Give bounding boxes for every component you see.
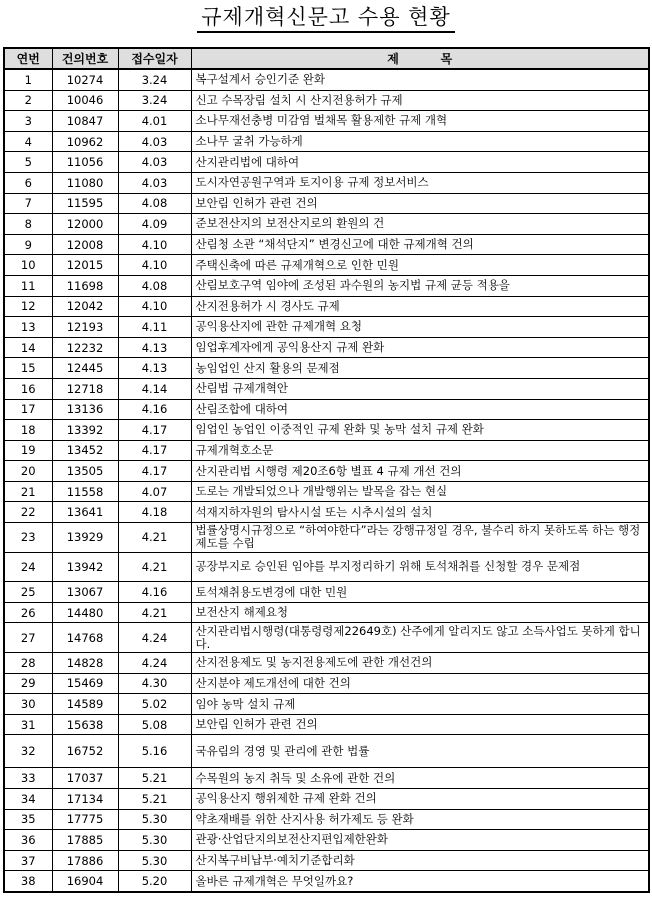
acceptance-table bbox=[3, 47, 650, 893]
cell-id: 12015 bbox=[52, 255, 118, 276]
cell-date: 4.10 bbox=[118, 296, 191, 317]
cell-id: 17886 bbox=[52, 850, 118, 871]
table-row bbox=[4, 850, 649, 871]
table-row bbox=[4, 871, 649, 892]
cell-no: 21 bbox=[4, 481, 52, 502]
table-row bbox=[4, 420, 649, 441]
cell-subject: 도로는 개발되었으나 개발행위는 발목을 잡는 현실 bbox=[191, 481, 649, 502]
cell-id: 12718 bbox=[52, 378, 118, 399]
cell-subject: 임업후계자에게 공익용산지 규제 완화 bbox=[191, 337, 649, 358]
cell-id: 12445 bbox=[52, 358, 118, 379]
cell-subject: 보안림 인허가 관련 건의 bbox=[191, 193, 649, 214]
cell-subject: 산지관리법 시행령 제20조6항 별표 4 규제 개선 건의 bbox=[191, 461, 649, 482]
table-row bbox=[4, 694, 649, 715]
cell-date: 4.08 bbox=[118, 275, 191, 296]
cell-no: 38 bbox=[4, 871, 52, 892]
table-row bbox=[4, 552, 649, 582]
cell-no: 25 bbox=[4, 582, 52, 603]
cell-no: 3 bbox=[4, 111, 52, 132]
cell-subject: 올바른 규제개혁은 무엇일까요? bbox=[191, 871, 649, 892]
cell-id: 14480 bbox=[52, 602, 118, 623]
cell-id: 12042 bbox=[52, 296, 118, 317]
cell-date: 4.17 bbox=[118, 420, 191, 441]
cell-no: 2 bbox=[4, 90, 52, 111]
cell-id: 13505 bbox=[52, 461, 118, 482]
cell-no: 30 bbox=[4, 694, 52, 715]
cell-id: 13452 bbox=[52, 440, 118, 461]
cell-no: 18 bbox=[4, 420, 52, 441]
table-row bbox=[4, 172, 649, 193]
cell-no: 15 bbox=[4, 358, 52, 379]
cell-subject: 도시자연공원구역과 토지이용 규제 정보서비스 bbox=[191, 172, 649, 193]
table-row bbox=[4, 234, 649, 255]
table-row bbox=[4, 502, 649, 523]
cell-subject: 관광·산업단지의보전산지편입제한완화 bbox=[191, 830, 649, 851]
cell-date: 5.30 bbox=[118, 850, 191, 871]
cell-date: 4.13 bbox=[118, 358, 191, 379]
table-row bbox=[4, 378, 649, 399]
cell-no: 1 bbox=[4, 69, 52, 90]
cell-no: 13 bbox=[4, 317, 52, 338]
cell-date: 4.14 bbox=[118, 378, 191, 399]
cell-no: 8 bbox=[4, 214, 52, 235]
cell-date: 4.10 bbox=[118, 234, 191, 255]
cell-subject: 보안림 인허가 관련 건의 bbox=[191, 714, 649, 735]
cell-id: 12193 bbox=[52, 317, 118, 338]
cell-id: 17037 bbox=[52, 768, 118, 789]
cell-subject: 산지분야 제도개선에 대한 건의 bbox=[191, 673, 649, 694]
table-row bbox=[4, 714, 649, 735]
table-row bbox=[4, 358, 649, 379]
cell-date: 4.03 bbox=[118, 131, 191, 152]
header-no: 연번 bbox=[4, 48, 52, 69]
cell-date: 5.16 bbox=[118, 735, 191, 768]
cell-date: 4.08 bbox=[118, 193, 191, 214]
cell-no: 27 bbox=[4, 623, 52, 653]
cell-subject: 국유림의 경영 및 관리에 관한 법률 bbox=[191, 735, 649, 768]
cell-date: 4.03 bbox=[118, 172, 191, 193]
cell-subject: 소나무재선충병 미감염 벌채목 활용제한 규제 개혁 bbox=[191, 111, 649, 132]
cell-subject: 농임업인 산지 활용의 문제점 bbox=[191, 358, 649, 379]
cell-subject: 산림법 규제개혁안 bbox=[191, 378, 649, 399]
table-row bbox=[4, 337, 649, 358]
cell-subject: 법률상명시규정으로 “하여야한다”라는 강행규정일 경우, 불수리 하지 못하도록 하는 행정제도를 수립 bbox=[191, 523, 649, 553]
cell-date: 4.07 bbox=[118, 481, 191, 502]
table-row bbox=[4, 152, 649, 173]
cell-date: 4.24 bbox=[118, 623, 191, 653]
cell-date: 5.02 bbox=[118, 694, 191, 715]
table-row bbox=[4, 399, 649, 420]
cell-subject: 산지전용허가 시 경사도 규제 bbox=[191, 296, 649, 317]
cell-date: 3.24 bbox=[118, 90, 191, 111]
cell-id: 13392 bbox=[52, 420, 118, 441]
cell-date: 4.11 bbox=[118, 317, 191, 338]
table-row bbox=[4, 481, 649, 502]
table-row bbox=[4, 830, 649, 851]
cell-no: 12 bbox=[4, 296, 52, 317]
page-title: 규제개혁신문고 수용 현황 bbox=[197, 4, 455, 33]
header-id: 건의번호 bbox=[52, 48, 118, 69]
cell-date: 4.17 bbox=[118, 461, 191, 482]
cell-subject: 복구설계서 승인기준 완화 bbox=[191, 69, 649, 90]
cell-id: 15638 bbox=[52, 714, 118, 735]
cell-date: 5.08 bbox=[118, 714, 191, 735]
cell-id: 11595 bbox=[52, 193, 118, 214]
cell-subject: 공익용산지에 관한 규제개혁 요청 bbox=[191, 317, 649, 338]
cell-date: 4.16 bbox=[118, 399, 191, 420]
table-row bbox=[4, 768, 649, 789]
table-row bbox=[4, 582, 649, 603]
cell-id: 12000 bbox=[52, 214, 118, 235]
cell-no: 4 bbox=[4, 131, 52, 152]
cell-subject: 소나무 굴취 가능하게 bbox=[191, 131, 649, 152]
cell-id: 16752 bbox=[52, 735, 118, 768]
table-row bbox=[4, 809, 649, 830]
cell-no: 37 bbox=[4, 850, 52, 871]
table-row bbox=[4, 735, 649, 768]
cell-date: 5.30 bbox=[118, 830, 191, 851]
cell-subject: 산지관리법시행령(대통령령제22649호) 산주에게 알리지도 않고 소득사업도 못하게 합니다. bbox=[191, 623, 649, 653]
cell-date: 4.10 bbox=[118, 255, 191, 276]
table-row bbox=[4, 461, 649, 482]
cell-id: 11698 bbox=[52, 275, 118, 296]
table-row bbox=[4, 623, 649, 653]
cell-date: 5.30 bbox=[118, 809, 191, 830]
cell-no: 28 bbox=[4, 653, 52, 674]
cell-no: 16 bbox=[4, 378, 52, 399]
cell-subject: 산림청 소관 “채석단지” 변경신고에 대한 규제개혁 건의 bbox=[191, 234, 649, 255]
cell-date: 4.24 bbox=[118, 653, 191, 674]
cell-id: 13929 bbox=[52, 523, 118, 553]
cell-id: 12008 bbox=[52, 234, 118, 255]
cell-id: 13067 bbox=[52, 582, 118, 603]
cell-date: 3.24 bbox=[118, 69, 191, 90]
cell-subject: 신고 수목장림 설치 시 산지전용허가 규제 bbox=[191, 90, 649, 111]
cell-id: 13641 bbox=[52, 502, 118, 523]
cell-subject: 산지복구비납부·예치기준합리화 bbox=[191, 850, 649, 871]
cell-subject: 수목원의 농지 취득 및 소유에 관한 건의 bbox=[191, 768, 649, 789]
title-area bbox=[0, 4, 652, 33]
cell-subject: 산림조합에 대하여 bbox=[191, 399, 649, 420]
cell-id: 14828 bbox=[52, 653, 118, 674]
cell-no: 19 bbox=[4, 440, 52, 461]
table-row bbox=[4, 275, 649, 296]
cell-no: 6 bbox=[4, 172, 52, 193]
cell-no: 22 bbox=[4, 502, 52, 523]
cell-no: 36 bbox=[4, 830, 52, 851]
cell-subject: 산지전용제도 및 농지전용제도에 관한 개선건의 bbox=[191, 653, 649, 674]
cell-subject: 공장부지로 승인된 임야를 부지정리하기 위해 토석채취를 신청할 경우 문제점 bbox=[191, 552, 649, 582]
cell-date: 4.03 bbox=[118, 152, 191, 173]
cell-date: 4.09 bbox=[118, 214, 191, 235]
cell-subject: 보전산지 해제요청 bbox=[191, 602, 649, 623]
cell-subject: 토석채취용도변경에 대한 민원 bbox=[191, 582, 649, 603]
table-row bbox=[4, 255, 649, 276]
cell-subject: 규제개혁호소문 bbox=[191, 440, 649, 461]
cell-no: 20 bbox=[4, 461, 52, 482]
cell-date: 4.21 bbox=[118, 552, 191, 582]
header-date: 접수일자 bbox=[118, 48, 191, 69]
cell-id: 10962 bbox=[52, 131, 118, 152]
table-row bbox=[4, 602, 649, 623]
table-row bbox=[4, 653, 649, 674]
cell-date: 4.30 bbox=[118, 673, 191, 694]
cell-no: 9 bbox=[4, 234, 52, 255]
cell-subject: 석재지하자원의 탐사시설 또는 시추시설의 설치 bbox=[191, 502, 649, 523]
cell-id: 13136 bbox=[52, 399, 118, 420]
cell-id: 10847 bbox=[52, 111, 118, 132]
cell-subject: 주택신축에 따른 규제개혁으로 인한 민원 bbox=[191, 255, 649, 276]
cell-no: 10 bbox=[4, 255, 52, 276]
cell-no: 33 bbox=[4, 768, 52, 789]
cell-id: 17134 bbox=[52, 789, 118, 810]
cell-date: 4.13 bbox=[118, 337, 191, 358]
cell-id: 17775 bbox=[52, 809, 118, 830]
cell-no: 32 bbox=[4, 735, 52, 768]
cell-id: 11056 bbox=[52, 152, 118, 173]
cell-no: 29 bbox=[4, 673, 52, 694]
cell-no: 24 bbox=[4, 552, 52, 582]
table-row bbox=[4, 789, 649, 810]
cell-no: 5 bbox=[4, 152, 52, 173]
cell-id: 10274 bbox=[52, 69, 118, 90]
cell-subject: 산림보호구역 임야에 조성된 과수원의 농지법 규제 균등 적용을 bbox=[191, 275, 649, 296]
cell-date: 4.01 bbox=[118, 111, 191, 132]
cell-no: 35 bbox=[4, 809, 52, 830]
cell-date: 4.18 bbox=[118, 502, 191, 523]
table-header-row bbox=[4, 48, 649, 69]
cell-id: 10046 bbox=[52, 90, 118, 111]
cell-date: 4.21 bbox=[118, 523, 191, 553]
cell-no: 11 bbox=[4, 275, 52, 296]
cell-date: 4.17 bbox=[118, 440, 191, 461]
cell-id: 14589 bbox=[52, 694, 118, 715]
cell-date: 4.16 bbox=[118, 582, 191, 603]
cell-no: 14 bbox=[4, 337, 52, 358]
cell-date: 5.20 bbox=[118, 871, 191, 892]
cell-id: 14768 bbox=[52, 623, 118, 653]
cell-id: 11080 bbox=[52, 172, 118, 193]
table-row bbox=[4, 111, 649, 132]
cell-id: 11558 bbox=[52, 481, 118, 502]
cell-subject: 임야 농막 설치 규제 bbox=[191, 694, 649, 715]
cell-subject: 준보전산지의 보전산지로의 환원의 건 bbox=[191, 214, 649, 235]
table-row bbox=[4, 69, 649, 90]
cell-subject: 산지관리법에 대하여 bbox=[191, 152, 649, 173]
table-row bbox=[4, 296, 649, 317]
cell-date: 4.21 bbox=[118, 602, 191, 623]
table-row bbox=[4, 317, 649, 338]
table-body bbox=[4, 69, 649, 892]
cell-no: 23 bbox=[4, 523, 52, 553]
cell-no: 26 bbox=[4, 602, 52, 623]
cell-id: 17885 bbox=[52, 830, 118, 851]
table-row bbox=[4, 673, 649, 694]
cell-id: 15469 bbox=[52, 673, 118, 694]
cell-id: 12232 bbox=[52, 337, 118, 358]
cell-no: 34 bbox=[4, 789, 52, 810]
table-row bbox=[4, 523, 649, 553]
header-subject: 제 목 bbox=[191, 48, 649, 69]
table-row bbox=[4, 90, 649, 111]
cell-date: 5.21 bbox=[118, 768, 191, 789]
cell-no: 31 bbox=[4, 714, 52, 735]
cell-subject: 임업인 농업인 이중적인 규제 완화 및 농막 설치 규제 완화 bbox=[191, 420, 649, 441]
cell-subject: 공익용산지 행위제한 규제 완화 건의 bbox=[191, 789, 649, 810]
table-row bbox=[4, 440, 649, 461]
cell-date: 5.21 bbox=[118, 789, 191, 810]
table-row bbox=[4, 214, 649, 235]
cell-no: 17 bbox=[4, 399, 52, 420]
cell-id: 13942 bbox=[52, 552, 118, 582]
table-row bbox=[4, 193, 649, 214]
table-row bbox=[4, 131, 649, 152]
cell-id: 16904 bbox=[52, 871, 118, 892]
cell-no: 7 bbox=[4, 193, 52, 214]
cell-subject: 약초재배를 위한 산지사용 허가제도 등 완화 bbox=[191, 809, 649, 830]
